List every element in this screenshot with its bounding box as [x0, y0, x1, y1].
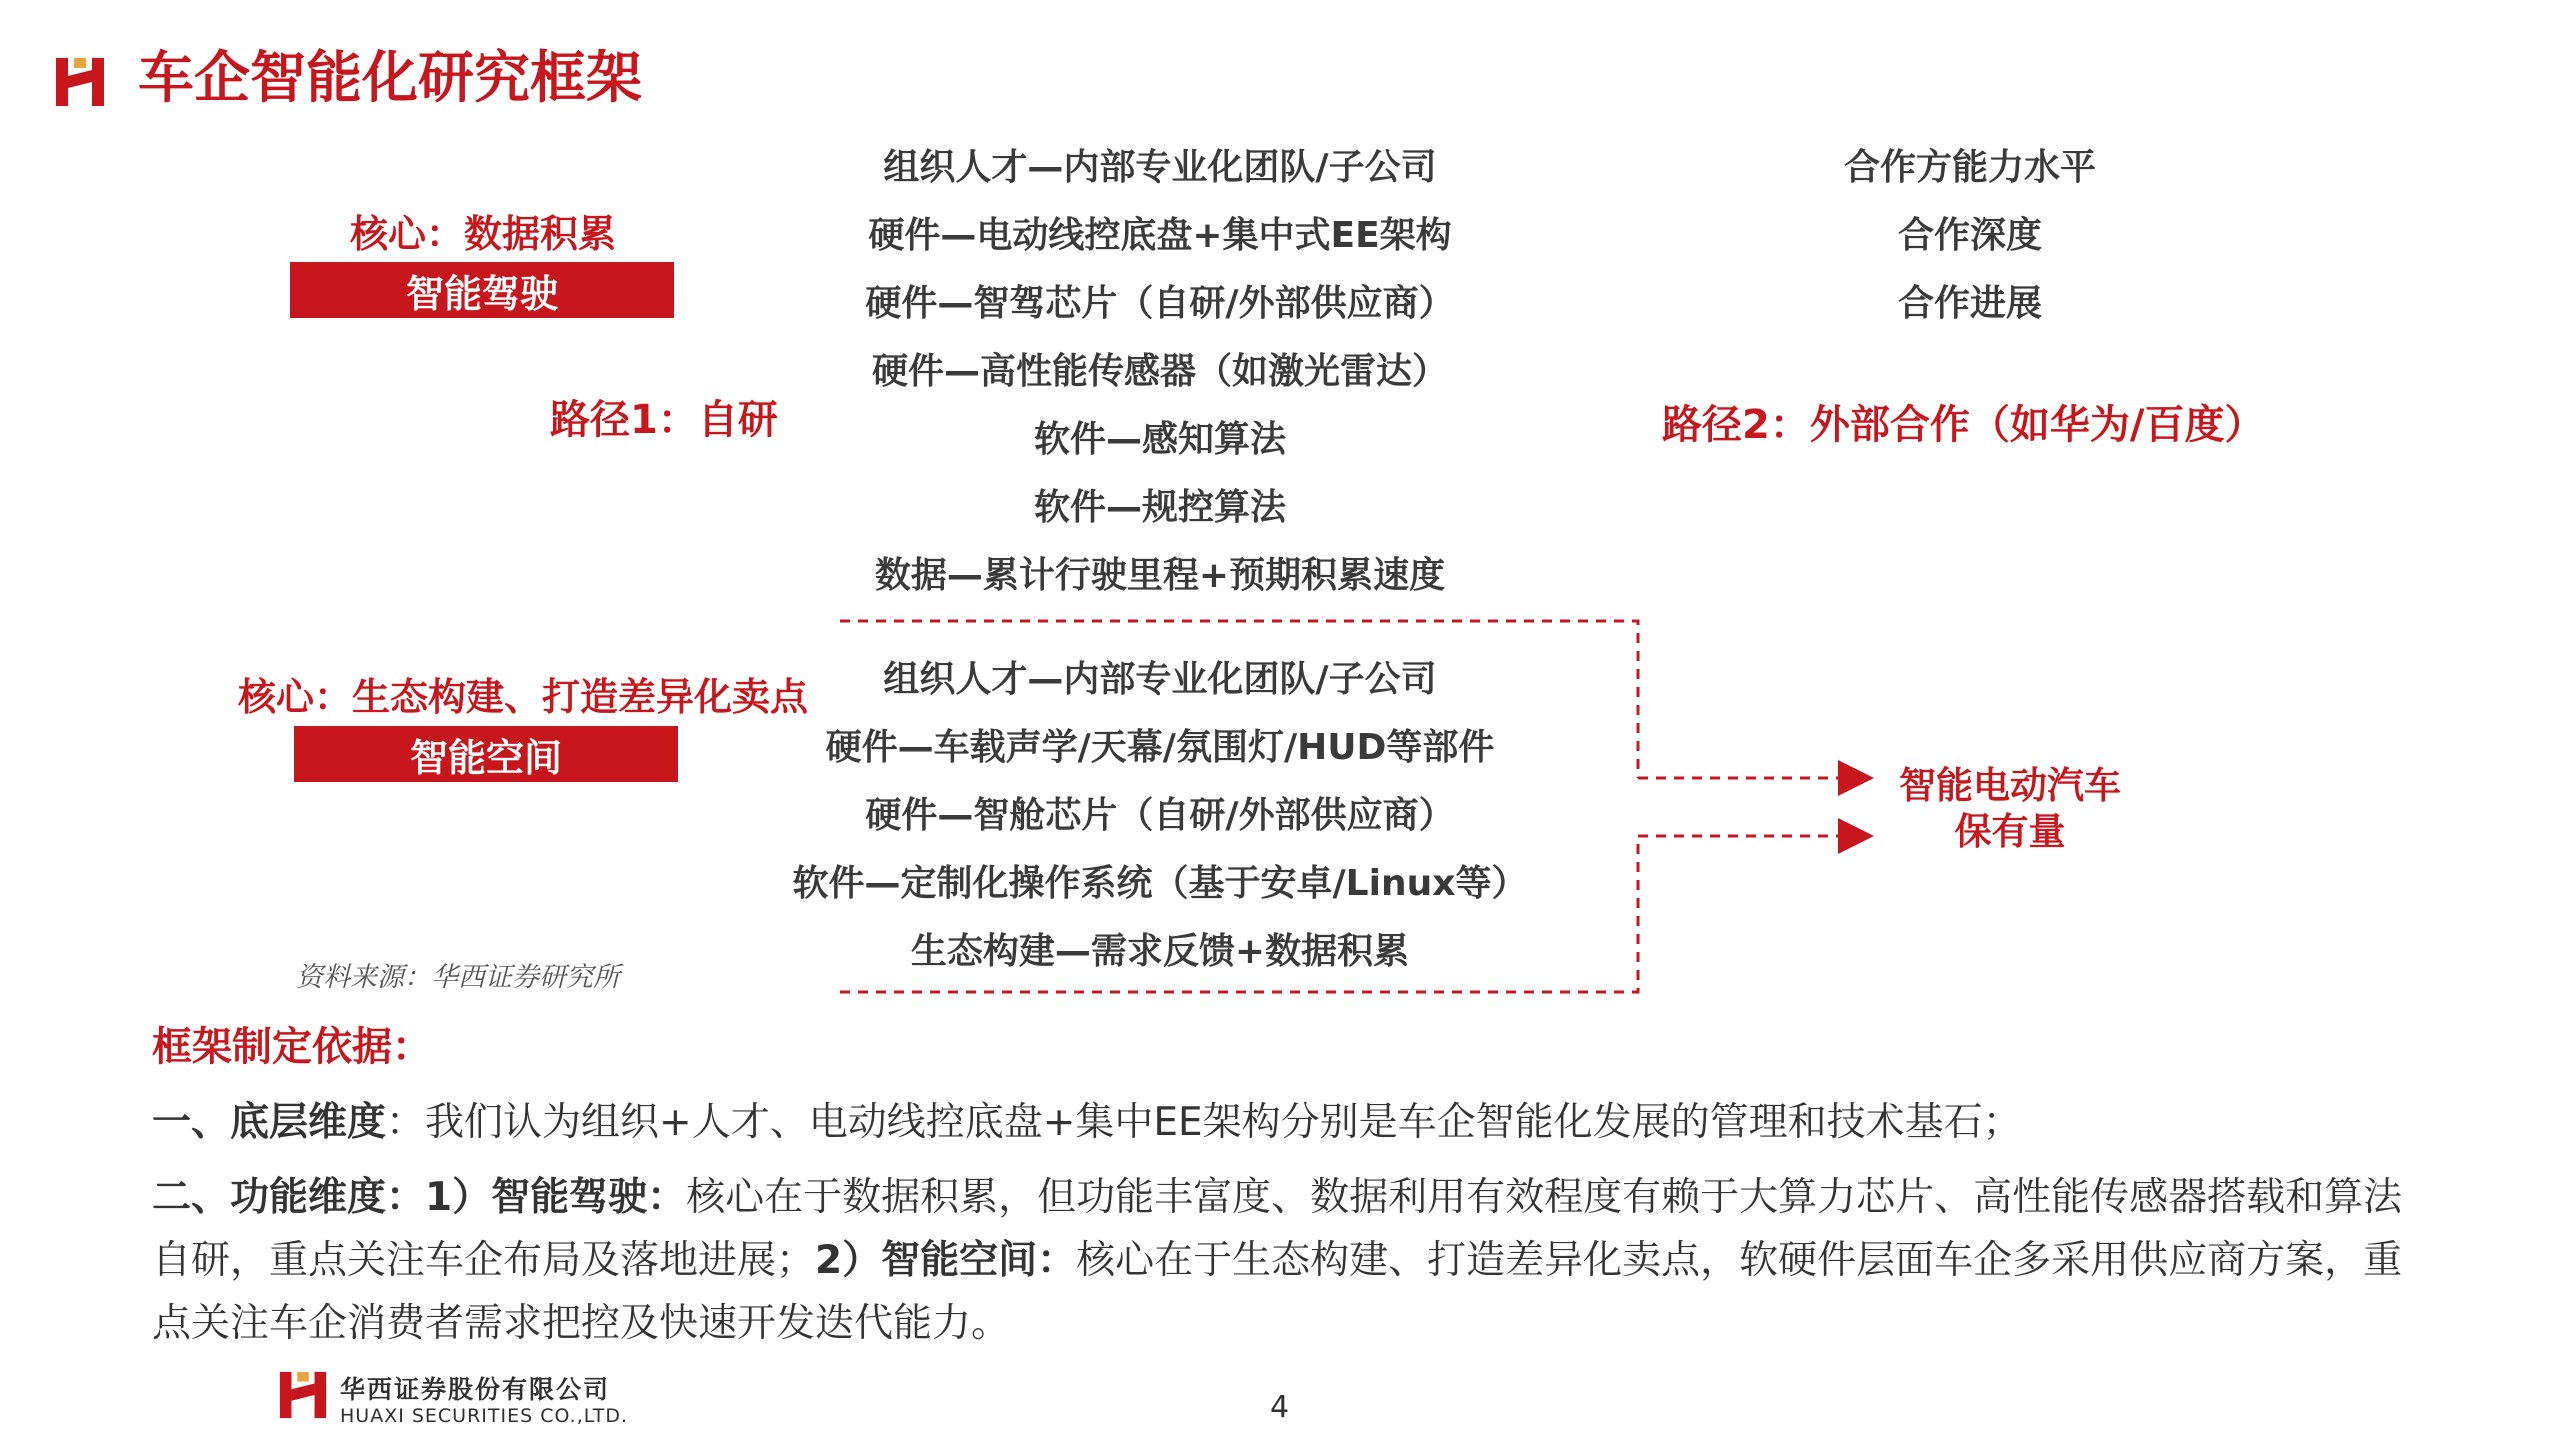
- list-item: 软件—规控算法: [1033, 487, 1286, 528]
- list-item: 硬件—车载声学/天幕/氛围灯/HUD等部件: [825, 727, 1495, 768]
- list-item: 合作方能力水平: [1843, 147, 2096, 188]
- core-label-driving: 核心：数据积累: [350, 212, 617, 256]
- basis-p1-text: ：我们认为组织+人才、电动线控底盘+集中EE架构分别是车企智能化发展的管理和技术基石；: [386, 1100, 2022, 1145]
- list-item: 硬件—智舱芯片（自研/外部供应商）: [865, 795, 1455, 836]
- path1-label: 路径1：自研: [550, 397, 778, 443]
- source-note: 资料来源：华西证券研究所: [296, 962, 620, 993]
- company-name-en: HUAXI SECURITIES CO.,LTD.: [340, 1405, 628, 1427]
- list-item: 硬件—智驾芯片（自研/外部供应商）: [865, 283, 1455, 324]
- list-item: 生态构建—需求反馈+数据积累: [910, 931, 1410, 972]
- basis-p2-bold-1: 二、功能维度：1）智能驾驶：: [152, 1175, 687, 1220]
- basis-heading: 框架制定依据：: [152, 1024, 432, 1070]
- basis-paragraph-2: [152, 1166, 2412, 1355]
- basis-paragraph-1: [152, 1091, 2412, 1154]
- basis-p1-bold: 一、底层维度: [152, 1100, 387, 1145]
- company-name-cn: 华西证券股份有限公司: [340, 1375, 611, 1404]
- list-item: 软件—定制化操作系统（基于安卓/Linux等）: [792, 863, 1528, 904]
- target-line-1: 智能电动汽车: [1899, 764, 2121, 807]
- list-item: 硬件—电动线控底盘+集中式EE架构: [868, 215, 1452, 256]
- page-title: 车企智能化研究框架: [138, 46, 642, 111]
- basis-p2-text-2: 核心在于生态构建、打造差异化卖点，软硬件层面车企多采用供应商方案，重点关注车企消费者需求把控及快速开发迭代能力。: [152, 1238, 2403, 1346]
- path2-label: 路径2：外部合作（如华为/百度）: [1662, 402, 2265, 448]
- list-item: 组织人才—内部专业化团队/子公司: [883, 659, 1437, 700]
- list-item: 数据—累计行驶里程+预期积累速度: [874, 555, 1446, 596]
- basis-p2-bold-2: 2）智能空间：: [815, 1238, 1077, 1283]
- bracket-upper: [840, 621, 1638, 778]
- list-item: 合作深度: [1897, 215, 2042, 256]
- basis-p2-text-1: 核心在于数据积累，但功能丰富度、数据利用有效程度有赖于大算力芯片、高性能传感器搭载和算法自研，重点关注车企布局及落地进展；: [152, 1175, 2403, 1283]
- core-label-cabin: 核心：生态构建、打造差异化卖点: [238, 675, 809, 719]
- list-item: 合作进展: [1897, 283, 2042, 324]
- footer-logo-icon: [278, 1370, 328, 1420]
- page-number: 4: [1270, 1390, 1290, 1425]
- list-item: 硬件—高性能传感器（如激光雷达）: [871, 351, 1448, 392]
- smart-driving-box: 智能驾驶: [290, 262, 674, 318]
- target-line-2: 保有量: [1954, 810, 2066, 853]
- smart-cabin-box: 智能空间: [294, 726, 678, 782]
- target-label: [1880, 763, 2140, 855]
- bracket-lower: [840, 836, 1638, 992]
- list-item: 软件—感知算法: [1033, 419, 1286, 460]
- list-item: 组织人才—内部专业化团队/子公司: [883, 147, 1437, 188]
